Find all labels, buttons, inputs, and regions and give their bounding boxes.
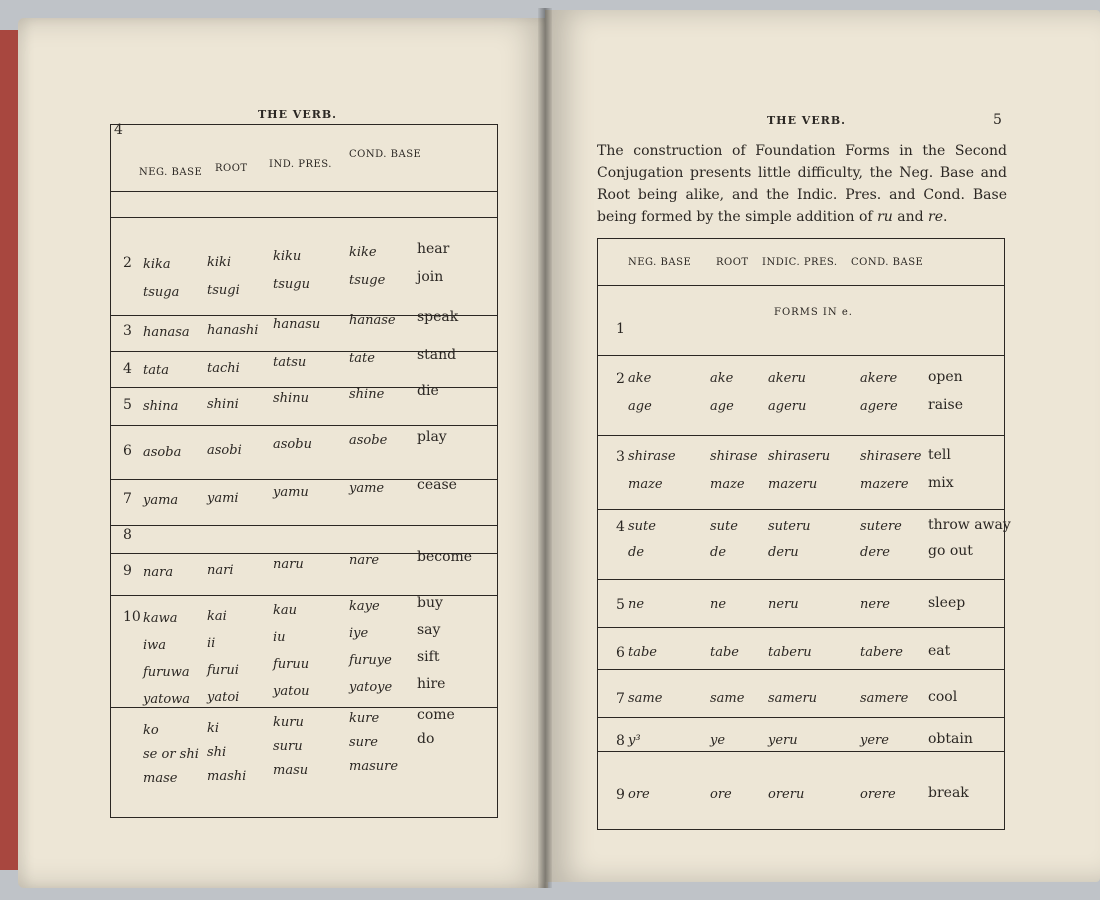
neg-base-form: y³ [628, 733, 641, 748]
header-neg-base: NEG. BASE [628, 257, 692, 268]
table-rule [111, 191, 497, 192]
root-form: yatoi [207, 690, 240, 705]
row-number: 10 [123, 609, 141, 625]
row-number: 2 [123, 255, 132, 271]
conditional-form: dere [860, 545, 890, 560]
table-rule [598, 579, 1004, 580]
header-cond-base: COND. BASE [349, 149, 422, 160]
conditional-form: yere [860, 733, 889, 748]
root-form: tsugi [207, 283, 240, 298]
root-form: kai [207, 609, 227, 624]
present-form: akeru [768, 371, 806, 386]
neg-base-form: nara [143, 565, 174, 580]
row-number: 6 [616, 645, 625, 661]
english-gloss: come [417, 707, 455, 723]
present-form: tsugu [273, 277, 310, 292]
header-neg-base: NEG. BASE [139, 167, 203, 178]
neg-base-form: same [628, 691, 663, 706]
root-form: kiki [207, 255, 232, 270]
root-form: same [710, 691, 745, 706]
row-number: 8 [616, 733, 625, 749]
paragraph-text: The construction of Foundation Forms in the Second Conjugation presents little difficulty, the Neg. Base and Root being alike, and the Indic. Pres. and Cond. Base being formed by the simple addition of [597, 143, 1007, 225]
english-gloss: become [417, 549, 473, 565]
conditional-form: mazere [860, 477, 909, 492]
english-gloss: cool [928, 689, 958, 705]
conditional-form: iye [349, 626, 369, 641]
root-form: sute [710, 519, 738, 534]
table-rule [111, 217, 497, 218]
english-gloss: raise [928, 397, 963, 413]
present-form: tatsu [273, 355, 307, 370]
book-gutter [538, 8, 552, 888]
root-form: age [710, 399, 734, 414]
present-form: kau [273, 603, 298, 618]
header-indic-pres: INDIC. PRES. [762, 257, 838, 268]
english-gloss: hear [417, 241, 450, 257]
root-form: nari [207, 563, 234, 578]
neg-base-form: maze [628, 477, 663, 492]
english-gloss: play [417, 429, 447, 445]
intro-paragraph [597, 140, 1007, 228]
row-number: 4 [123, 361, 132, 377]
english-gloss: join [417, 269, 444, 285]
present-form: hanasu [273, 317, 321, 332]
root-form: hanashi [207, 323, 259, 338]
table-rule [598, 627, 1004, 628]
present-form: yamu [273, 485, 309, 500]
neg-base-form: tata [143, 363, 169, 378]
neg-base-form: ake [628, 371, 652, 386]
english-gloss: die [417, 383, 439, 399]
neg-base-form: kawa [143, 611, 178, 626]
left-page [18, 18, 548, 888]
paragraph-re: re [928, 209, 943, 225]
neg-base-form: kika [143, 257, 171, 272]
present-form: deru [768, 545, 799, 560]
neg-base-form: yatowa [143, 692, 191, 707]
neg-base-form: shina [143, 399, 179, 414]
conditional-form: tabere [860, 645, 903, 660]
table-rule [598, 355, 1004, 356]
present-form: naru [273, 557, 304, 572]
conditional-form: nere [860, 597, 890, 612]
paragraph-ru: ru [877, 209, 893, 225]
conditional-form: shine [349, 387, 385, 402]
neg-base-form: iwa [143, 638, 167, 653]
conditional-form: kaye [349, 599, 380, 614]
root-form: shini [207, 397, 239, 412]
neg-base-form: sute [628, 519, 656, 534]
present-form: asobu [273, 437, 312, 452]
english-gloss: buy [417, 595, 443, 611]
conditional-form: kike [349, 245, 377, 260]
present-form: yatou [273, 684, 310, 699]
english-gloss: tell [928, 447, 951, 463]
conditional-form: sutere [860, 519, 902, 534]
english-gloss: cease [417, 477, 457, 493]
table-rule [111, 525, 497, 526]
neg-base-form: de [628, 545, 645, 560]
root-form: ii [207, 636, 216, 651]
present-form: shinu [273, 391, 309, 406]
present-form: sameru [768, 691, 818, 706]
neg-base-form: furuwa [143, 665, 190, 680]
english-gloss: obtain [928, 731, 973, 747]
neg-base-form: mase [143, 771, 178, 786]
header-root: ROOT [716, 257, 749, 268]
header-ind-pres: IND. PRES. [269, 159, 332, 170]
row-number: 6 [123, 443, 132, 459]
conditional-form: akere [860, 371, 898, 386]
row-number: 3 [123, 323, 132, 339]
row-number: 5 [123, 397, 132, 413]
english-gloss: stand [417, 347, 457, 363]
root-form: de [710, 545, 727, 560]
left-page-number: 4 [114, 122, 123, 138]
present-form: suru [273, 739, 303, 754]
root-form: shi [207, 745, 227, 760]
present-form: suteru [768, 519, 811, 534]
root-form: furui [207, 663, 239, 678]
conditional-form: agere [860, 399, 898, 414]
present-form: taberu [768, 645, 812, 660]
left-conjugation-table [110, 124, 498, 818]
table-rule [598, 751, 1004, 752]
conditional-form: nare [349, 553, 380, 568]
present-form: iu [273, 630, 286, 645]
english-gloss: do [417, 731, 435, 747]
neg-base-form: ne [628, 597, 645, 612]
right-page-number: 5 [993, 112, 1002, 128]
english-gloss: hire [417, 676, 446, 692]
english-gloss: speak [417, 309, 459, 325]
row-number: 3 [616, 449, 625, 465]
row-number: 4 [616, 519, 625, 535]
row-number: 5 [616, 597, 625, 613]
root-form: ake [710, 371, 734, 386]
neg-base-form: ore [628, 787, 650, 802]
neg-base-form: ko [143, 723, 159, 738]
present-form: kiku [273, 249, 302, 264]
neg-base-form: tsuga [143, 285, 180, 300]
english-gloss: break [928, 785, 969, 801]
root-form: ne [710, 597, 727, 612]
present-form: kuru [273, 715, 304, 730]
root-form: tabe [710, 645, 739, 660]
conditional-form: furuye [349, 653, 392, 668]
root-form: maze [710, 477, 745, 492]
table-rule [598, 669, 1004, 670]
english-gloss: say [417, 622, 441, 638]
right-running-head: THE VERB. [767, 114, 846, 127]
conditional-form: yatoye [349, 680, 393, 695]
table-rule [598, 435, 1004, 436]
table-rule [111, 425, 497, 426]
english-gloss: sift [417, 649, 440, 665]
neg-base-form: se or shi [143, 747, 199, 762]
table-rule [598, 509, 1004, 510]
paragraph-end: . [943, 209, 948, 225]
present-form: yeru [768, 733, 798, 748]
present-form: ageru [768, 399, 807, 414]
english-gloss: go out [928, 543, 973, 559]
row-number: 1 [616, 321, 625, 337]
row-number: 8 [123, 527, 132, 543]
conditional-form: tate [349, 351, 375, 366]
header-cond-base: COND. BASE [851, 257, 924, 268]
forms-in-e-title: FORMS IN e. [774, 307, 853, 318]
row-number: 9 [123, 563, 132, 579]
present-form: oreru [768, 787, 805, 802]
row-number: 2 [616, 371, 625, 387]
conditional-form: masure [349, 759, 399, 774]
row-number: 7 [123, 491, 132, 507]
left-running-head: THE VERB. [258, 108, 337, 121]
root-form: ki [207, 721, 220, 736]
neg-base-form: yama [143, 493, 179, 508]
conditional-form: asobe [349, 433, 388, 448]
neg-base-form: tabe [628, 645, 657, 660]
root-form: yami [207, 491, 239, 506]
present-form: shiraseru [768, 449, 831, 464]
root-form: mashi [207, 769, 247, 784]
paragraph-and: and [892, 209, 929, 225]
header-root: ROOT [215, 163, 248, 174]
right-conjugation-table [597, 238, 1011, 830]
root-form: shirase [710, 449, 758, 464]
table-rule [111, 387, 497, 388]
present-form: masu [273, 763, 309, 778]
root-form: ye [710, 733, 726, 748]
row-number: 7 [616, 691, 625, 707]
conditional-form: sure [349, 735, 378, 750]
conditional-form: kure [349, 711, 380, 726]
neg-base-form: shirase [628, 449, 676, 464]
table-rule [598, 285, 1004, 286]
root-form: ore [710, 787, 732, 802]
root-form: tachi [207, 361, 240, 376]
english-gloss: sleep [928, 595, 966, 611]
english-gloss: throw away [928, 517, 1011, 533]
table-rule [598, 717, 1004, 718]
present-form: neru [768, 597, 799, 612]
neg-base-form: hanasa [143, 325, 190, 340]
conditional-form: tsuge [349, 273, 386, 288]
conditional-form: orere [860, 787, 896, 802]
english-gloss: open [928, 369, 963, 385]
neg-base-form: age [628, 399, 652, 414]
english-gloss: eat [928, 643, 951, 659]
present-form: furuu [273, 657, 310, 672]
conditional-form: yame [349, 481, 385, 496]
conditional-form: samere [860, 691, 909, 706]
present-form: mazeru [768, 477, 818, 492]
neg-base-form: asoba [143, 445, 182, 460]
conditional-form: shirasere [860, 449, 922, 464]
english-gloss: mix [928, 475, 954, 491]
conditional-form: hanase [349, 313, 396, 328]
row-number: 9 [616, 787, 625, 803]
root-form: asobi [207, 443, 242, 458]
right-page [545, 10, 1100, 882]
